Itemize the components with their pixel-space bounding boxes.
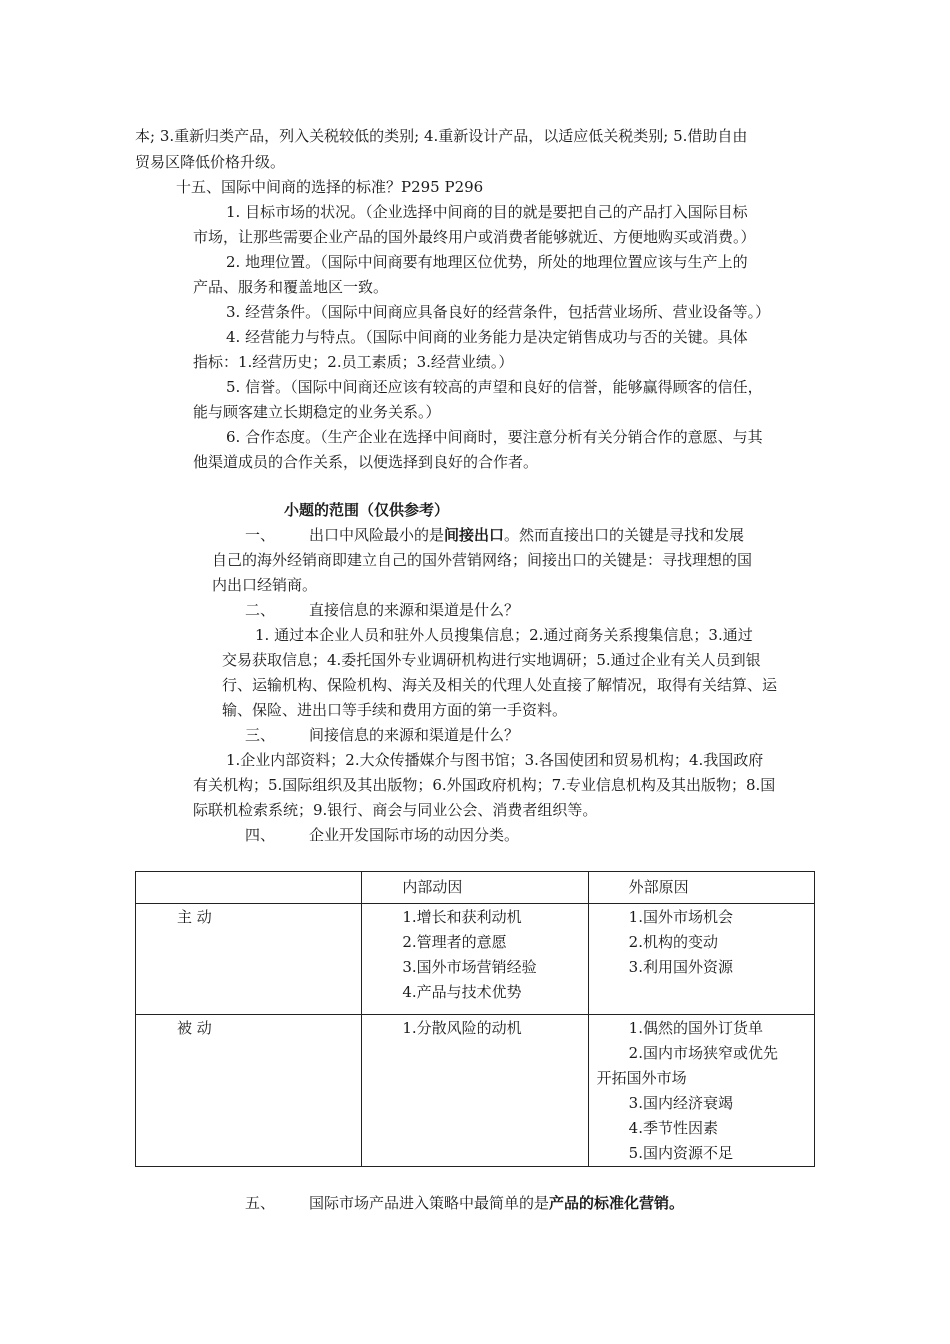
- table-internal-cell: [362, 1015, 588, 1167]
- q1-text-bold: 间接出口: [444, 526, 505, 544]
- table-row-label-cell: [136, 1015, 362, 1167]
- section15-item-3-line-1: 3. 经营条件。（国际中间商应具备良好的经营条件，包括营业场所、营业设备等。）: [226, 303, 771, 321]
- table-external-item: 1.偶然的国外订货单: [628, 1019, 763, 1037]
- table-external-item: 2.机构的变动: [628, 933, 718, 951]
- q3-answer-3: 际联机检索系统；9.银行、商会与同业公会、消费者组织等。: [193, 801, 598, 819]
- motive-table: [135, 871, 815, 1167]
- table-external-item: 3.国内经济衰竭: [628, 1094, 733, 1112]
- q4-line: [245, 823, 519, 847]
- table-header-external-text: 外部原因: [628, 878, 689, 896]
- table-external-item: 5.国内资源不足: [628, 1144, 733, 1162]
- q2-line: [245, 598, 519, 622]
- section15-item-6-line-1: 6. 合作态度。（生产企业在选择中间商时，要注意分析有关分销合作的意愿、与其: [226, 428, 763, 446]
- q3-line: [245, 723, 519, 747]
- q2-answer-1: 1. 通过本企业人员和驻外人员搜集信息；2.通过商务关系搜集信息；3.通过: [255, 626, 753, 644]
- q5-text-pre: 国际市场产品进入策略中最简单的是: [309, 1194, 550, 1212]
- table-external-item: 2.国内市场狭窄或优先: [628, 1044, 778, 1062]
- table-internal-item: 1.增长和获利动机: [402, 908, 522, 926]
- q3-answer-1: 1.企业内部资料；2.大众传播媒介与图书馆；3.各国使团和贸易机构；4.我国政府: [226, 751, 764, 769]
- q2-answer-3: 行、运输机构、保险机构、海关及相关的代理人处直接了解情况，取得有关结算、运: [222, 676, 778, 694]
- q3-answer-2: 有关机构；5.国际组织及其出版物；6.外国政府机构；7.专业信息机构及其出版物；8.国: [193, 776, 776, 794]
- q5-number: 五、: [245, 1194, 276, 1212]
- table-internal-item: 3.国外市场营销经验: [402, 958, 537, 976]
- q2-number: 二、: [245, 601, 276, 619]
- q5-line: [245, 1191, 684, 1215]
- q1-number: 一、: [245, 526, 276, 544]
- intro-line-1: 本; 3.重新归类产品，列入关税较低的类别; 4.重新设计产品，以适应低关税类别; 5.借助自由: [135, 127, 748, 145]
- q1-text-post: 。然而直接出口的关键是寻找和发展: [504, 526, 745, 544]
- table-header-empty: [136, 872, 362, 904]
- table-external-item: 3.利用国外资源: [628, 958, 733, 976]
- intro-line-2: 贸易区降低价格升级。: [135, 153, 286, 171]
- section15-item-2-line-1: 2. 地理位置。（国际中间商要有地理区位优势，所处的地理位置应该与生产上的: [226, 253, 748, 271]
- table-header-row: [136, 872, 815, 904]
- table-header-internal: [362, 872, 588, 904]
- table-row: [136, 904, 815, 1015]
- q5-text-bold: 产品的标准化营销。: [549, 1194, 685, 1212]
- section15-item-4-line-1: 4. 经营能力与特点。（国际中间商的业务能力是决定销售成功与否的关键。具体: [226, 328, 748, 346]
- section15-item-5-line-2: 能与顾客建立长期稳定的业务关系。）: [193, 403, 441, 421]
- section15-item-6-line-2: 他渠道成员的合作关系，以便选择到良好的合作者。: [193, 453, 539, 471]
- table-internal-item: 2.管理者的意愿: [402, 933, 507, 951]
- q1-line-1: [245, 523, 744, 547]
- table-external-cell: [588, 1015, 814, 1167]
- table-external-item: 开拓国外市场: [596, 1069, 687, 1087]
- table-internal-item: 4.产品与技术优势: [402, 983, 522, 1001]
- section15-title: 十五、国际中间商的选择的标准？P295 P296: [176, 178, 484, 196]
- q1-text-pre: 出口中风险最小的是: [309, 526, 445, 544]
- section15-item-1-line-2: 市场，让那些需要企业产品的国外最终用户或消费者能够就近、方便地购买或消费。）: [193, 228, 756, 246]
- q2-answer-4: 输、保险、进出口等手续和费用方面的第一手资料。: [222, 701, 568, 719]
- table-row-label-cell: [136, 904, 362, 1015]
- table-internal-cell: [362, 904, 588, 1015]
- q1-line-2: 自己的海外经销商即建立自己的国外营销网络；间接出口的关键是：寻找理想的国: [212, 551, 753, 569]
- table-external-item: 4.季节性因素: [628, 1119, 718, 1137]
- q3-number: 三、: [245, 726, 276, 744]
- q1-line-3: 内出口经销商。: [212, 576, 318, 594]
- table-external-cell: [588, 904, 814, 1015]
- section15-item-2-line-2: 产品、服务和覆盖地区一致。: [193, 278, 389, 296]
- q2-answer-2: 交易获取信息；4.委托国外专业调研机构进行实地调研；5.通过企业有关人员到银: [222, 651, 761, 669]
- table-internal-item: 1.分散风险的动机: [402, 1019, 522, 1037]
- q4-text: 企业开发国际市场的动因分类。: [309, 826, 520, 844]
- section15-item-5-line-1: 5. 信誉。（国际中间商还应该有较高的声望和良好的信誉，能够赢得顾客的信任，: [226, 378, 763, 396]
- scope-title: 小题的范围（仅供参考）: [284, 501, 450, 519]
- table-external-item: 1.国外市场机会: [628, 908, 733, 926]
- q3-text: 间接信息的来源和渠道是什么？: [309, 726, 520, 744]
- table-row: [136, 1015, 815, 1167]
- table-header-external: [588, 872, 814, 904]
- section15-item-1-line-1: 1. 目标市场的状况。（企业选择中间商的目的就是要把自己的产品打入国际目标: [226, 203, 748, 221]
- table-header-internal-text: 内部动因: [402, 878, 463, 896]
- q4-number: 四、: [245, 826, 276, 844]
- section15-item-4-line-2: 指标：1.经营历史；2.员工素质；3.经营业绩。）: [193, 353, 514, 371]
- table-row-label: 被 动: [177, 1019, 212, 1037]
- table-row-label: 主 动: [177, 908, 212, 926]
- q2-text: 直接信息的来源和渠道是什么？: [309, 601, 520, 619]
